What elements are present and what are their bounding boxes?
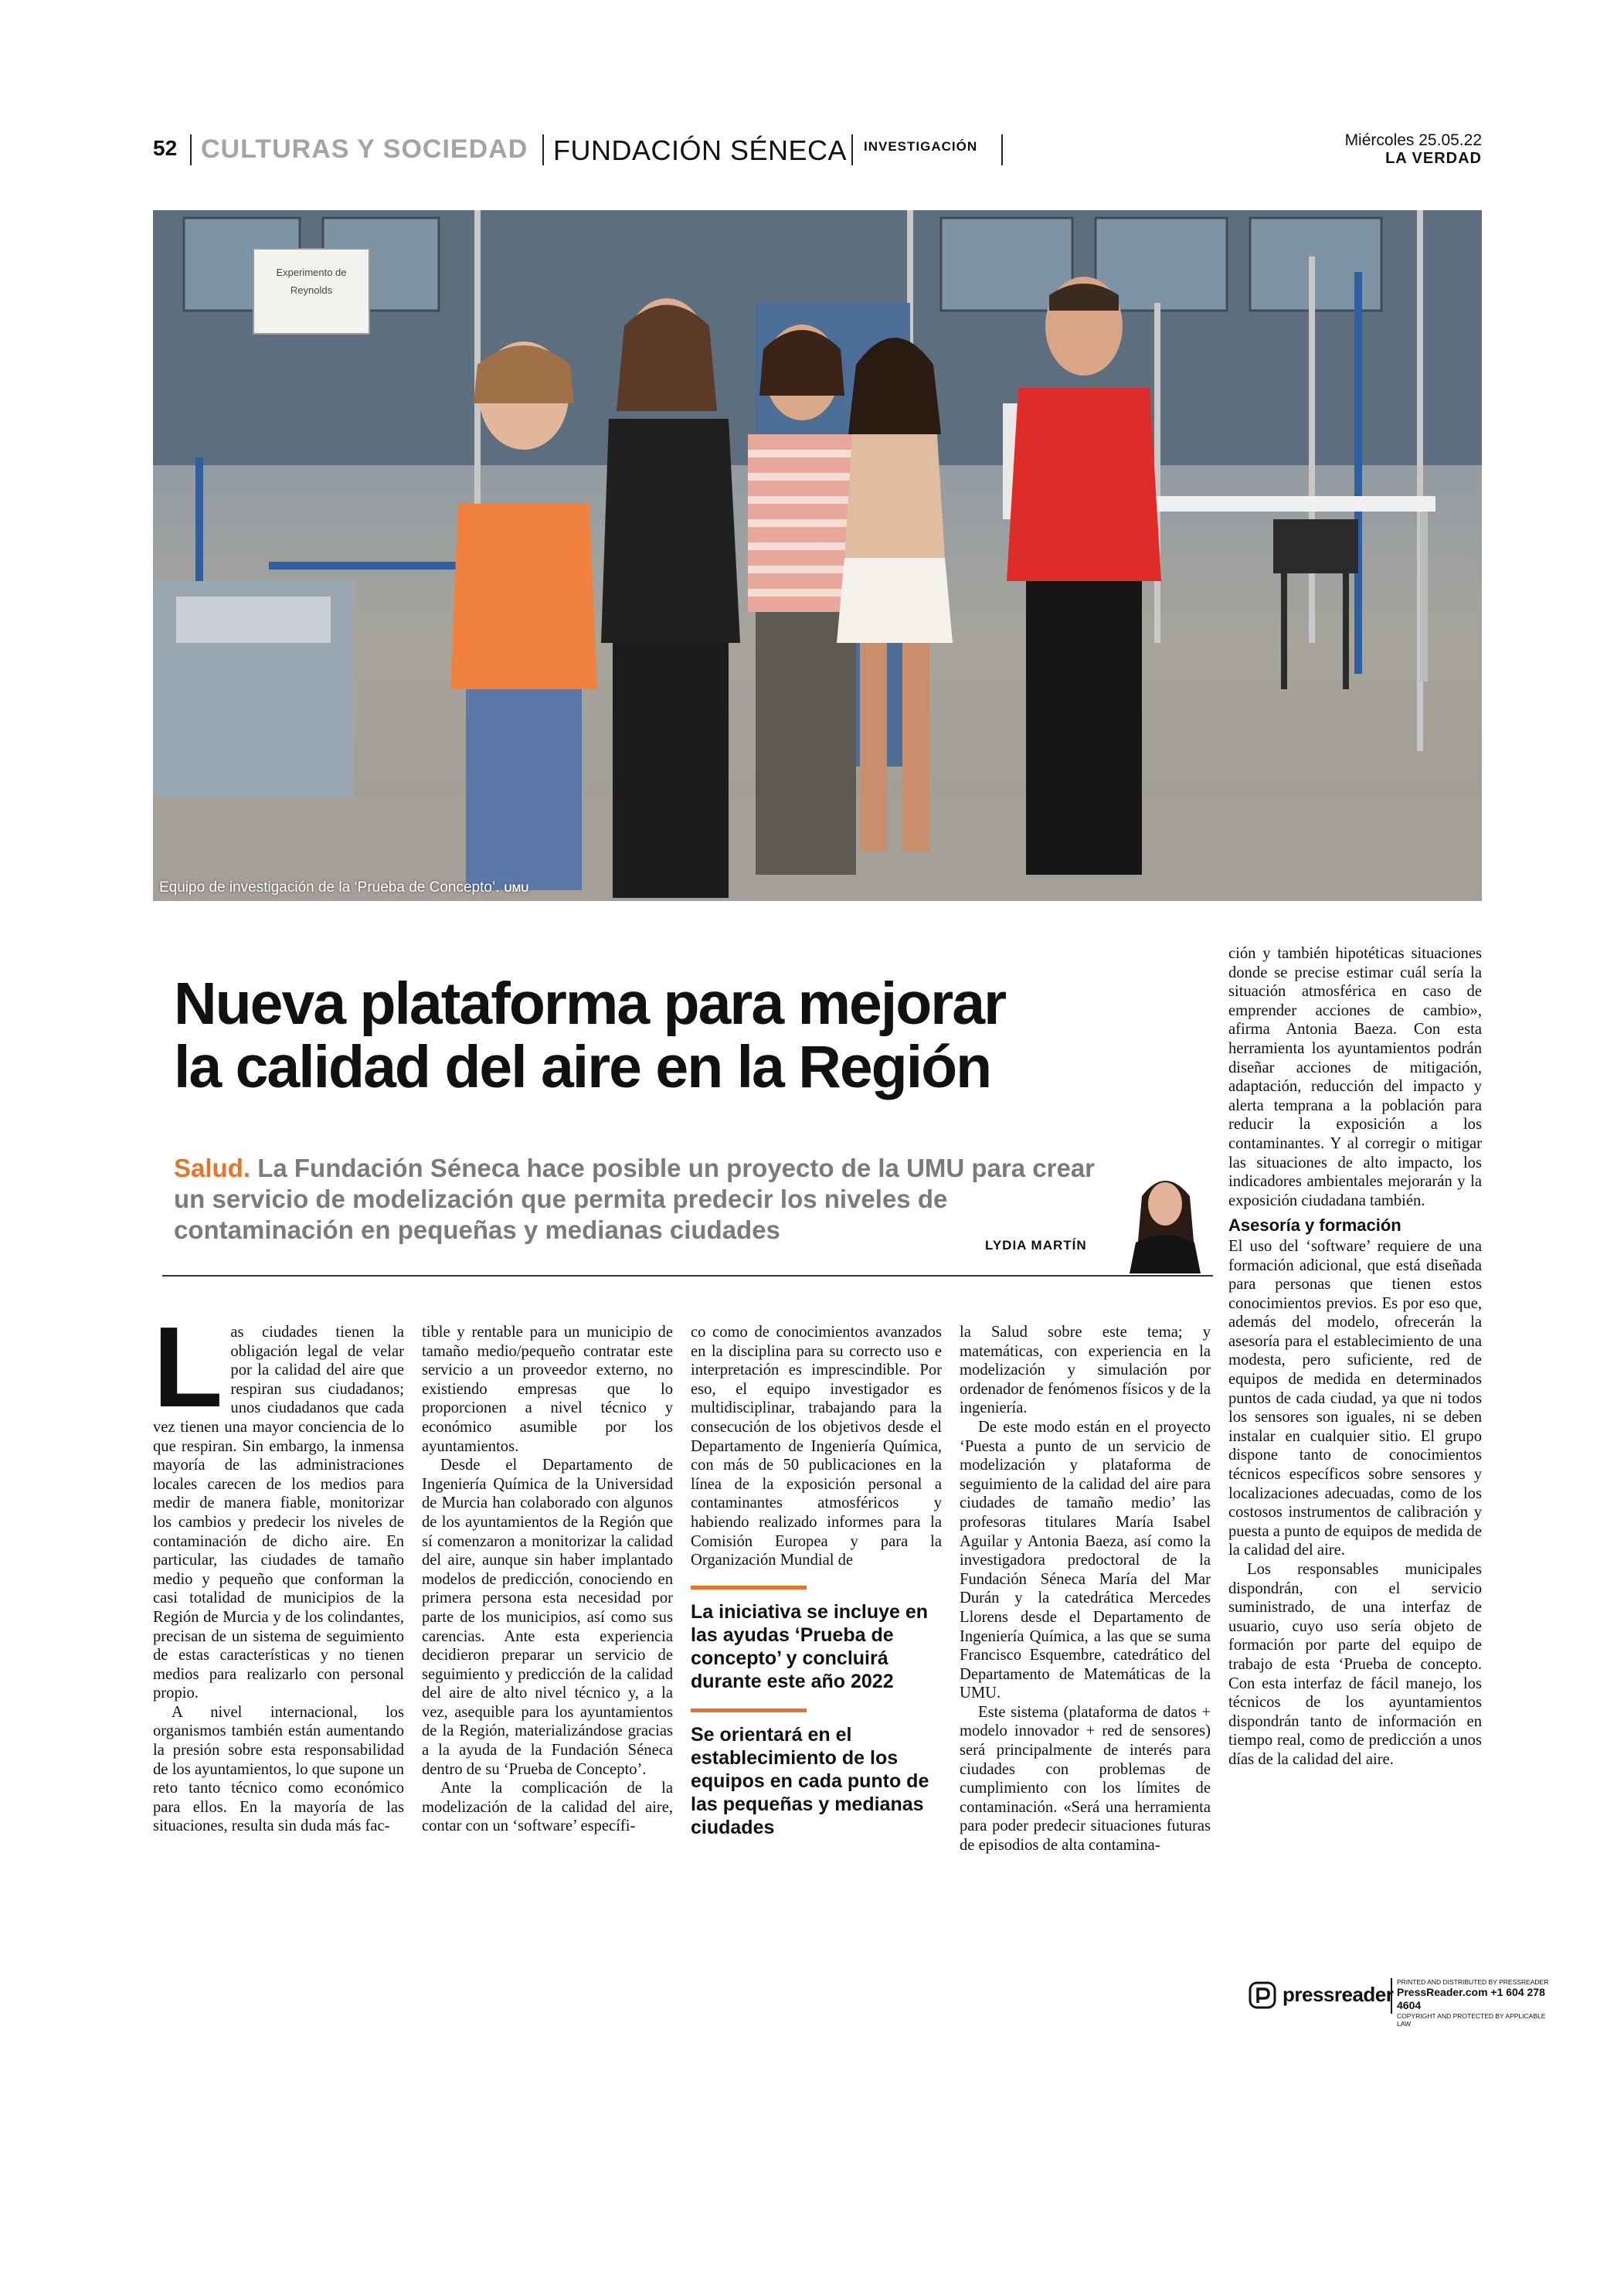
caption-text: Equipo de investigación de la ‘Prueba de Concepto’. [159, 879, 500, 896]
pressreader-line2: PressReader.com +1 604 278 4604 [1397, 1986, 1545, 2011]
body-column-1 [153, 1304, 404, 1836]
body-paragraph: Ante la complicación de la modelización de la calidad del aire, contar con un ‘software’ específi- [422, 1780, 673, 1835]
deck-kicker: Salud. [174, 1154, 251, 1182]
body-paragraph: De este modo están en el proyecto ‘Puesta a punto de un servicio de modelización y plataforma de seguimiento de la calidad del aire para ciudades de tamaño medio’ las profesoras titulares María Isabel Aguilar y Antonia Baeza, así como la investigadora predoctoral de la Fundación Séneca María del Mar Durán y la catedrática Mercedes Llorens desde el Departamento de Ingeniería Química, a las que se suma Francisco Esquembre, catedrático del Departamento de Matemáticas de la UMU. [960, 1418, 1211, 1702]
page-number: 52 [153, 136, 178, 160]
body-paragraph: tible y rentable para un municipio de tamaño medio/pequeño contratar este servicio a un proveedor externo, no existiendo empresas que lo proporcionen a nivel técnico y económico asumible por los ayuntamientos. [422, 1324, 673, 1455]
section-title: CULTURAS Y SOCIEDAD [201, 134, 528, 164]
header-divider [542, 134, 544, 165]
lab-team-illustration [153, 210, 1482, 901]
author-photo [1119, 1165, 1210, 1273]
body-column-5 [1228, 944, 1482, 1770]
article-deck [174, 1153, 1116, 1246]
body-paragraph: ción y también hipotéticas situaciones donde se precise estimar cuál sería la situación atmosférica en caso de emprender acciones de cambio», afirma Antonia Baeza. Con esta herramienta los ayuntamientos podrán diseñar acciones de mitigación, adaptación, reducción del impacto y alerta temprana a la población para reducir la exposición a los contaminantes. Y al corregir o mitigar las situaciones de alto impacto, los indicadores ambientales mejorarán y la exposición ciudadana también. [1228, 945, 1482, 1209]
lab-sign-line1: Experimento de [276, 267, 347, 278]
byline: LYDIA MARTÍN [985, 1238, 1087, 1253]
body-paragraph: Desde el Departamento de Ingeniería Química de la Universidad de Murcia han colaborado con algunos de los ayuntamientos de la Región que sí comenzaron a monitorizar la calidad del aire, aunque sin haber implantado modelos de predicción, conociendo en primera persona esta necesidad por parte de los municipios, así como sus carencias. Ante esta experiencia decidieron preparar un servicio de seguimiento y predicción de la calidad del aire de alto nivel técnico y, a la vez, asequible para los ayuntamientos de la Región, materializándose gracias a la ayuda de la Fundación Séneca dentro de su ‘Prueba de Concepto’. [422, 1457, 673, 1778]
category-label: INVESTIGACIÓN [864, 139, 978, 154]
pressreader-line3: COPYRIGHT AND PROTECTED BY APPLICABLE LAW [1397, 2012, 1546, 2028]
body-paragraph: la Salud sobre este tema; y matemáticas, con experiencia en la modelización y simulación por ordenador de fenómenos físicos y de la ingeniería. [960, 1324, 1211, 1417]
issue-date: Miércoles 25.05.22 [1344, 131, 1482, 149]
article-headline [174, 972, 1217, 1099]
article-photo [153, 210, 1482, 901]
lab-sign-line2: Reynolds [290, 284, 333, 296]
body-paragraph: A nivel internacional, los organismos también están aumentando la presión sobre esta responsabilidad de los ayuntamientos, lo que supone un reto tanto técnico como económico para ellos. En la mayoría de las situaciones, resulta sin duda más fac- [153, 1703, 404, 1835]
newspaper-name: LA VERDAD [1385, 150, 1482, 167]
photo-caption [159, 879, 528, 896]
deck-text: La Fundación Séneca hace posible un proyecto de la UMU para crear un servicio de modelización que permita predecir los niveles de contaminación en pequeñas y medianas ciudades [174, 1154, 1096, 1244]
header-divider [1001, 134, 1003, 165]
pullquote-rule [691, 1586, 807, 1590]
drop-cap: L [153, 1304, 223, 1431]
pressreader-line1: PRINTED AND DISTRIBUTED BY PRESSREADER [1397, 1978, 1549, 1986]
body-paragraph: as ciudades tienen la obligación legal de velar por la calidad del aire que respiran sus ciudadanos; unos ciudadanos que cada vez tienen una mayor conciencia de lo que respiran. Sin embargo, la inmensa mayoría de las administraciones locales carecen de los medios para medir de manera fiable, monitorizar los cambios y predecir los niveles de contaminación de dicho aire. En particular, las ciudades de tamaño medio y pequeño que conforman la casi totalidad de municipios de la Región de Murcia y de los colindantes, precisan de un sistema de seguimiento de estas características y no tienen medios para realizarlo con personal propio. [153, 1324, 404, 1702]
body-paragraph: El uso del ‘software’ requiere de una formación adicional, que está diseñada para personas que tienen estos conocimientos previos. Es por eso que, además del modelo, ofrecerán la asesoría para el establecimiento de una modesta, pero suficiente, red de equipos de medida en determinados puntos de cada ciudad, ya que ni todos los sensores son iguales, ni se deben instalar en cualquier sitio. El grupo dispone tanto de conocimientos técnicos específicos sobre sensores y localizaciones adecuadas, como de los costosos instrumentos de calibración y puesta a punto de equipos de medida de la calidad del aire. [1228, 1237, 1482, 1559]
body-paragraph: Los responsables municipales dispondrán, con el servicio suministrado, de una interfaz de usuario, cuyo uso sería objeto de formación por parte del equipo de trabajo de esta ‘Prueba de concepto. Con esta interfaz de fácil manejo, los técnicos de los ayuntamientos dispondrán tanto de información en tiempo real, como de predicción a unos días de la calidad del aire. [1228, 1561, 1482, 1768]
body-column-4 [960, 1323, 1211, 1855]
headline-line2: la calidad del aire en la Región [174, 1034, 991, 1100]
sponsor-title: FUNDACIÓN SÉNECA [553, 134, 848, 166]
headline-line1: Nueva plataforma para mejorar [174, 971, 1006, 1037]
pullquote-2: Se orientará en el establecimiento de los equipos en cada punto de las pequeñas y medianas ciudades [691, 1723, 929, 1838]
section-subhead: Asesoría y formación [1228, 1216, 1401, 1236]
pressreader-logo-icon [1249, 1981, 1276, 2009]
pullquote-rule [691, 1708, 807, 1712]
pullquote-1: La iniciativa se incluye en las ayudas ‘Prueba de concepto’ y concluirá durante este año 2022 [691, 1600, 929, 1692]
deck-divider [162, 1275, 1213, 1277]
body-paragraph: Este sistema (plataforma de datos + modelo innovador + red de sensores) será principalmente de interés para ciudades con problemas de cumplimiento con los límites de contaminación. «Será una herramienta para poder predecir situaciones futuras de episodios de alta contamina- [960, 1703, 1211, 1855]
body-column-2 [422, 1323, 673, 1836]
header-divider [190, 134, 192, 165]
pressreader-footer [1249, 1978, 1551, 2028]
pressreader-legal [1391, 1978, 1551, 2028]
photo-credit: UMU [504, 882, 529, 894]
author-portrait [1119, 1165, 1210, 1273]
body-paragraph: co como de conocimientos avanzados en la disciplina para su correcto uso e interpretación es imprescindible. Por eso, el equipo investigador es multidisciplinar, trabajando para la consecución de los objetivos desde el Departamento de Ingeniería Química, con más de 50 publicaciones en la línea de la exposición personal a contaminantes atmosféricos y habiendo realizado informes para la Comisión Europea y para la Organización Mundial de [691, 1324, 942, 1569]
body-column-3 [691, 1323, 942, 1839]
page-header [153, 133, 1482, 168]
pressreader-brand: pressreader [1283, 1983, 1394, 2006]
header-divider [851, 134, 853, 165]
